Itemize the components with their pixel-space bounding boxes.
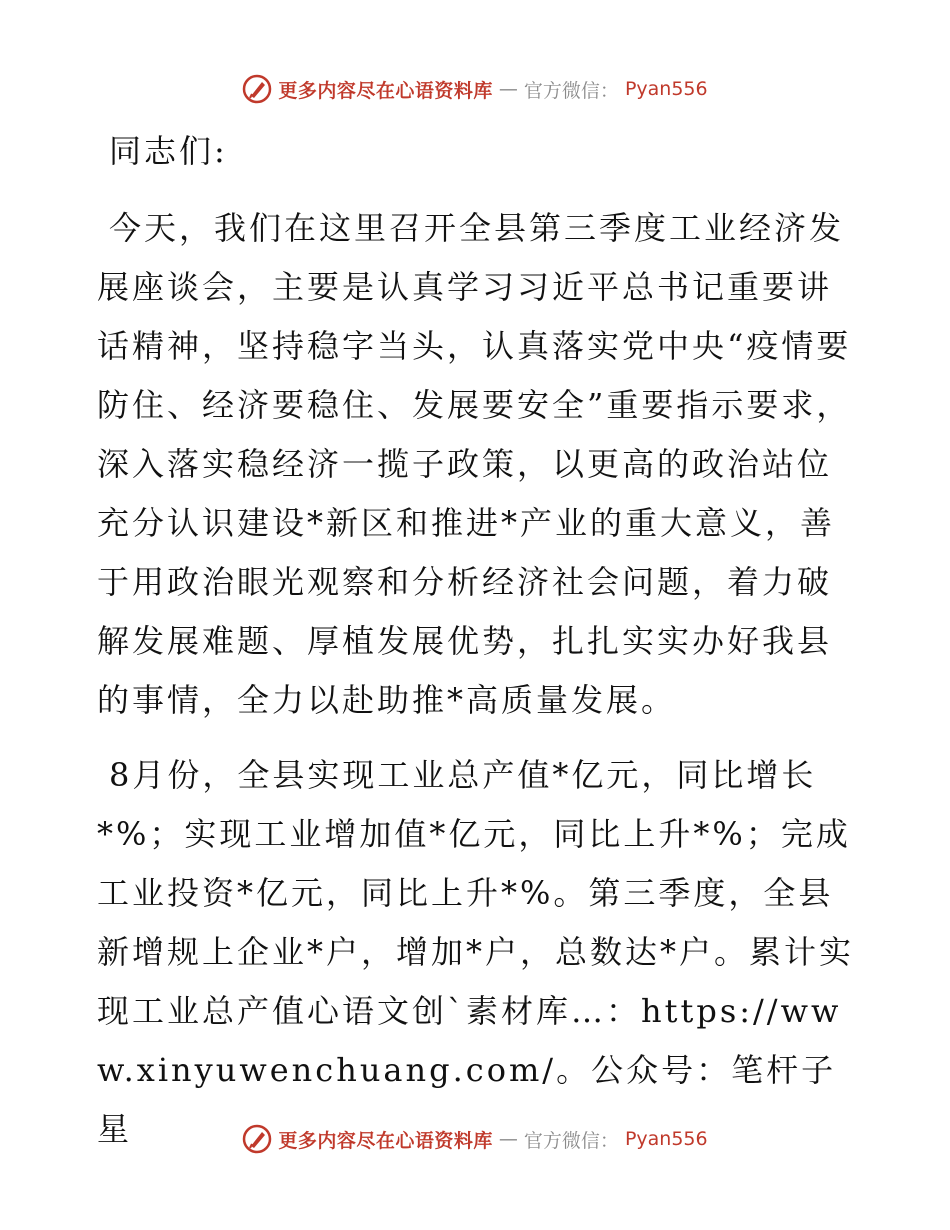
quill-pen-logo-icon: [242, 1124, 272, 1154]
watermark-text: 更多内容尽在心语资料库: [278, 1129, 493, 1152]
paragraph-1: 今天，我们在这里召开全县第三季度工业经济发展座谈会，主要是认真学习习近平总书记重要讲话精神，坚持稳字当头，认真落实党中央“疫情要防住、经济要稳住、发展要安全”重要指示要求，深入落实稳经济一揽子政策，以更高的政治站位充分认识建设*新区和推进*产业的重大意义，善于用政治眼光观察和分析经济社会问题，着力破解发展难题、厚植发展优势，扎扎实实办好我县的事情，全力以赴助推*高质量发展。: [97, 209, 852, 719]
watermark-dash: —: [498, 78, 518, 100]
watermark-wechat-id: Pyan556: [624, 1128, 708, 1150]
salutation: 同志们:: [109, 132, 228, 170]
watermark-wechat-id: Pyan556: [624, 78, 708, 100]
watermark-official: 官方微信：: [523, 79, 619, 102]
document-body: [97, 122, 857, 1159]
paragraph-2: 8月份，全县实现工业总产值*亿元，同比增长*%；实现工业增加值*亿元，同比上升*%；完成工业投资*亿元，同比上升*%。第三季度，全县新增规上企业*户，增加*户，总数达*户。累计实现工业总产值心语文创`素材库…：https://www.xinyuwenchuang.com/。公众号：笔杆子星: [97, 756, 855, 1148]
quill-pen-logo-icon: [242, 74, 272, 104]
watermark-dash: —: [498, 1128, 518, 1150]
watermark-official: 官方微信：: [523, 1129, 619, 1152]
header-watermark: [0, 74, 950, 104]
footer-watermark: [0, 1124, 950, 1154]
watermark-text: 更多内容尽在心语资料库: [278, 79, 493, 102]
